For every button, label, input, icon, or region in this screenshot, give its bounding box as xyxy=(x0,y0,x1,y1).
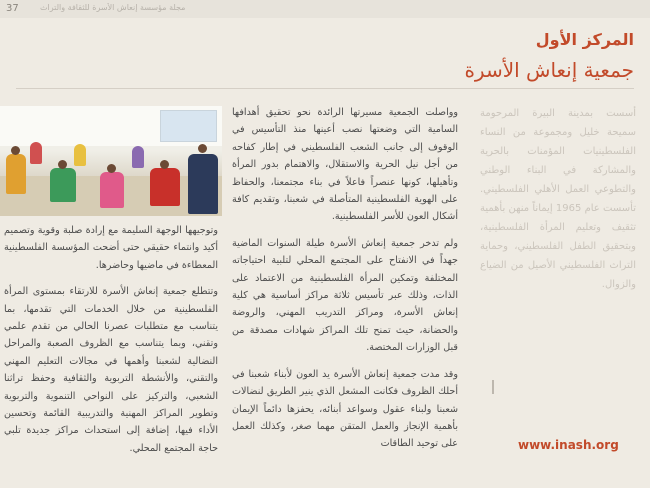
title-divider xyxy=(16,88,634,89)
page-number: 37 xyxy=(6,3,19,14)
middle-paragraph-1: وواصلت الجمعية مسيرتها الرائدة نحو تحقيق أهدافها السامية التي وضعتها نصب أعينها منذ التأسيس في الوقوف إلى جانب الشعب الفلسطيني في إطار كفاحه من أجل نيل الحرية والاستقلال، والاهتمام بدور المرأة وتأهيلها، كونها عنصراً فاعلاً في بناء مجتمعنا، والحفاظ على الهوية الفلسطينية المتأصلة في شعبنا، وتقديم كافة أشكال العون للأسر الفلسطينية. xyxy=(232,107,458,223)
margin-mark xyxy=(492,380,494,394)
website-url: www.inash.org xyxy=(518,438,619,452)
child-figure xyxy=(30,142,42,164)
left-column-text xyxy=(4,222,218,466)
running-head: مجلة مؤسسة إنعاش الأسرة للثقافة والتراث xyxy=(40,3,186,12)
classroom-board xyxy=(160,110,217,142)
right-column-paragraph: أسست بمدينة البيرة المرحومة سميحة خليل ومجموعة من النساء الفلسطينيات المؤمنات بالحرية والمشاركة في البناء الوطني والتطوعي العمل الأهلي الفلسطيني. تأسست عام 1965 إيماناً منهن بأهمية تثقيف وتعليم المرأة الفلسطينية، وبتحقيق الطفل الفلسطيني، وحماية التراث الفلسطيني الأصيل من الضياع والزوال. xyxy=(480,108,636,290)
left-paragraph-2: وتتطلع جمعية إنعاش الأسرة للارتقاء بمستوى المرأة الفلسطينية من خلال الخدمات التي تقدمها، بما يتناسب مع متطلبات عصرنا الحالي من تقدم علمي وتقني، وبما يتناسب مع الظروف الصعبة والمراحل النضالية لشعبنا وأهمها في مجالات التعليم المهني والتقني، والأنشطة التربوية والثقافية وحفظ تراثنا الشعبي، والتركيز على النواحي التنموية والتربوية وتطوير المراكز المهنية والتدريبية القائمة وتحسين الأداء فيها، إضافة إلى استحداث مراكز جديدة تلبي حاجة المجتمع المحلي. xyxy=(4,286,218,454)
section-title: المركز الأول xyxy=(535,30,634,49)
left-paragraph-1: وتوجيهها الوجهة السليمة مع إرادة صلبة وقوية وتصميم أكيد وانتماء حقيقي حتى أضحت المؤسسة الفلسطينية المعطاءة في ماضيها وحاضرها. xyxy=(4,225,218,271)
child-head xyxy=(11,146,20,155)
organization-title: جمعية إنعاش الأسرة xyxy=(464,58,634,82)
child-figure xyxy=(74,144,86,166)
child-head xyxy=(107,164,116,173)
kindergarten-children-photo xyxy=(0,106,222,216)
middle-paragraph-2: ولم تدخر جمعية إنعاش الأسرة طيلة السنوات الماضية جهداً في الانفتاح على المجتمع المحلي لتلبية احتياجاته المختلفة وتمكين المرأة الفلسطينية من الاعتماد على الذات، وذلك عبر تأسيس ثلاثة مراكز أساسية هي كلية إنعاش الأسرة، ومراكز التدريب المهني، والروضة والحضانة، حيث تمنح تلك المراكز شهادات مصدقة من قبل الوزارات المختصة. xyxy=(232,237,458,354)
middle-paragraph-3: وقد مدت جمعية إنعاش الأسرة يد العون لأبناء شعبنا في أحلك الظروف فكانت المشعل الذي ينير الطريق لنضالات شعبنا ولبناء عقول وسواعد أبنائه، يحفزها دائماً الإيمان بأهمية الإنجاز والعمل المتقن مهما صغر، وكذلك العمل على توحيد الطاقات xyxy=(232,368,458,450)
child-figure xyxy=(150,168,180,206)
page-header-bar xyxy=(0,0,650,18)
middle-column-text xyxy=(232,104,458,462)
child-figure xyxy=(132,146,144,168)
child-head xyxy=(58,160,67,169)
child-figure xyxy=(188,154,218,214)
right-column-faded-text xyxy=(480,104,636,303)
child-figure xyxy=(100,172,124,208)
child-figure xyxy=(50,168,76,202)
child-head xyxy=(160,160,169,169)
child-figure xyxy=(6,154,26,194)
child-head xyxy=(198,144,207,153)
